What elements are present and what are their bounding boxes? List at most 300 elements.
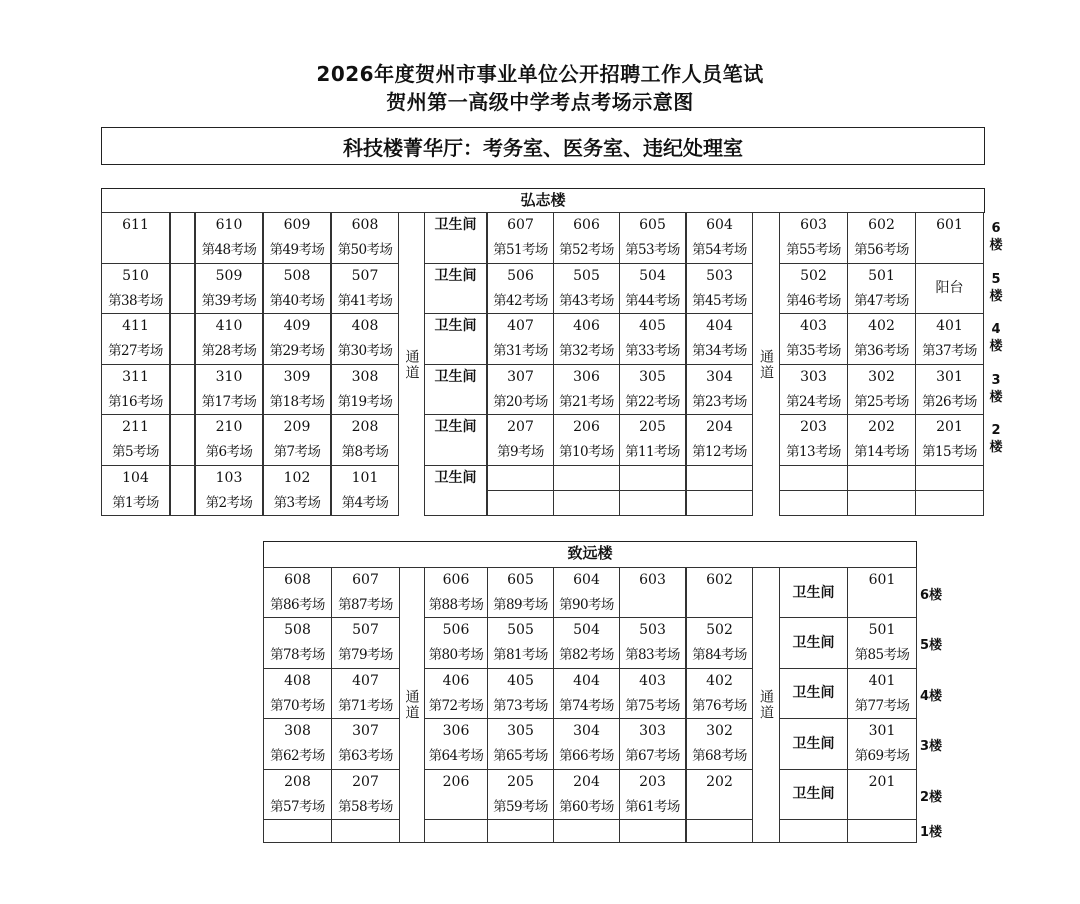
building-name-hongzhi: 弘志楼 (101, 188, 985, 213)
exam-room-label (687, 593, 752, 618)
room-number: 608 (284, 572, 311, 588)
room-cell (101, 364, 170, 416)
exam-room-label: 第49考场 (269, 242, 325, 258)
room-number: 408 (284, 672, 311, 689)
room-cell (263, 567, 332, 618)
exam-room-label: 第70考场 (270, 697, 325, 714)
room-cell (263, 364, 331, 416)
blank-cell (847, 465, 916, 491)
aisle-right (753, 567, 779, 843)
room-number: 404 (706, 318, 733, 334)
exam-room-label: 第40考场 (269, 292, 325, 309)
room-cell (847, 769, 917, 820)
blank-cell (170, 414, 195, 466)
room-cell (619, 718, 686, 769)
room-number: 609 (283, 217, 311, 233)
restroom-cell (779, 819, 848, 843)
room-cell (847, 819, 917, 843)
room-number: 611 (122, 217, 149, 233)
room-cell (195, 313, 263, 365)
exam-room-label: 第71考场 (338, 697, 393, 714)
room-cell (487, 769, 554, 820)
room-number: 308 (351, 368, 379, 385)
room-number: 305 (639, 368, 666, 385)
room-number: 606 (442, 572, 470, 588)
room-number: 401 (936, 318, 963, 334)
room-cell (195, 212, 263, 264)
exam-room-label: 第67考场 (625, 748, 680, 765)
room-number: 507 (352, 622, 379, 639)
exam-room-label: 第88考场 (428, 597, 484, 613)
room-number (687, 820, 752, 843)
room-cell (331, 769, 400, 820)
room-cell (553, 465, 620, 491)
exam-room-label: 第44考场 (625, 292, 680, 309)
room-cell (487, 819, 554, 843)
floor-label: 2 楼 (989, 423, 1003, 455)
room-number: 102 (283, 469, 311, 486)
exam-room-label: 第87考场 (338, 597, 393, 613)
room-number: 204 (706, 419, 733, 435)
room-number: 307 (507, 368, 534, 385)
room-number (620, 466, 685, 491)
room-number: 卫生间 (434, 318, 477, 334)
room-number: 410 (215, 318, 243, 334)
exam-room-label: 第58考场 (338, 798, 393, 815)
room-number (554, 466, 619, 491)
room-number: 504 (573, 622, 600, 639)
room-cell (553, 567, 620, 618)
exam-room-label: 第45考场 (692, 292, 747, 309)
room-number: 610 (215, 217, 243, 233)
restroom-cell (424, 414, 487, 466)
room-number: 403 (639, 672, 666, 689)
room-number: 409 (283, 318, 311, 334)
floor-label: 4楼 (920, 688, 943, 704)
room-number: 304 (706, 368, 733, 385)
room-number: 卫生间 (434, 419, 477, 435)
room-number: 407 (507, 318, 534, 334)
exam-room-label: 第38考场 (108, 292, 163, 309)
blank-cell (487, 490, 554, 516)
room-number: 402 (706, 672, 733, 689)
room-number: 602 (706, 572, 733, 588)
exam-room-label: 第64考场 (428, 748, 484, 765)
room-number (264, 820, 331, 843)
exam-room-label (425, 795, 487, 820)
room-cell (619, 617, 686, 668)
aisle-label: 通道 (403, 348, 420, 381)
exam-room-label: 第26考场 (922, 393, 977, 410)
room-cell (263, 465, 331, 517)
exam-room-label: 第60考场 (559, 798, 614, 815)
restroom-cell: 卫生间 (779, 769, 848, 820)
room-cell (847, 718, 917, 769)
room-number: 卫生间 (434, 217, 477, 233)
room-number: 503 (706, 267, 733, 284)
room-cell (487, 718, 554, 769)
room-cell (619, 567, 686, 618)
floor-label: 5 楼 (989, 271, 1003, 304)
page-title-line1: 2026年度贺州市事业单位公开招聘工作人员笔试 (316, 62, 764, 86)
exam-room-label: 第56考场 (854, 242, 909, 258)
room-cell (424, 567, 488, 618)
room-number (848, 820, 916, 843)
blank-cell (779, 465, 848, 491)
restroom-cell (424, 212, 487, 264)
room-number: 603 (800, 217, 827, 233)
room-cell (847, 364, 916, 416)
room-number (488, 466, 553, 491)
exam-room-label: 第62考场 (270, 748, 325, 765)
room-cell (195, 364, 263, 416)
room-number: 301 (936, 368, 963, 385)
room-number: 505 (507, 622, 534, 639)
room-cell (619, 263, 686, 315)
room-cell (686, 617, 753, 668)
room-cell (487, 617, 554, 668)
room-cell (331, 567, 400, 618)
exam-room-label (916, 238, 983, 263)
exam-room-label: 第16考场 (108, 393, 163, 410)
room-cell (331, 718, 400, 769)
exam-room-label: 第81考场 (493, 647, 548, 664)
room-number: 206 (442, 773, 470, 790)
room-number: 406 (573, 318, 600, 334)
exam-room-label: 第25考场 (854, 393, 909, 410)
room-cell (553, 414, 620, 466)
exam-room-label: 第22考场 (625, 393, 680, 410)
room-cell (331, 668, 400, 719)
room-cell (424, 617, 488, 668)
room-number: 510 (122, 267, 149, 284)
facility-banner: 科技楼菁华厅：考务室、医务室、违纪处理室 (101, 127, 985, 165)
exam-room-label: 第77考场 (854, 697, 910, 714)
room-cell (686, 668, 753, 719)
blank-cell (686, 490, 753, 516)
exam-room-label: 第13考场 (786, 444, 841, 460)
room-cell (487, 212, 554, 264)
room-number: 503 (639, 622, 666, 639)
room-cell (686, 769, 753, 820)
room-cell (424, 819, 488, 843)
room-cell (847, 617, 917, 668)
room-cell (424, 668, 488, 719)
room-number: 509 (215, 267, 243, 284)
room-number: 207 (352, 773, 379, 790)
restroom-cell (424, 313, 487, 365)
room-number: 405 (639, 318, 666, 334)
room-number: 402 (868, 318, 895, 334)
room-number (332, 820, 399, 843)
exam-room-label: 第66考场 (559, 748, 614, 765)
room-cell (553, 313, 620, 365)
room-number: 601 (936, 217, 963, 233)
room-number: 407 (352, 672, 379, 689)
exam-room-label: 第2考场 (205, 494, 253, 511)
room-number: 203 (800, 419, 827, 435)
exam-room-label (620, 593, 685, 618)
exam-room-label: 第12考场 (692, 444, 747, 460)
aisle-label: 通道 (403, 689, 420, 721)
room-cell (331, 263, 399, 315)
exam-room-label: 第84考场 (692, 647, 747, 664)
room-number: 605 (639, 217, 666, 233)
exam-room-label: 第27考场 (108, 343, 163, 359)
room-cell (686, 718, 753, 769)
room-cell (487, 567, 554, 618)
exam-room-label: 第51考场 (493, 242, 548, 258)
room-number: 403 (800, 318, 827, 334)
restroom-cell: 卫生间 (779, 567, 848, 618)
room-number: 501 (868, 622, 896, 639)
room-number: 406 (442, 672, 470, 689)
exam-room-label: 第43考场 (559, 292, 614, 309)
exam-room-label: 第15考场 (922, 444, 977, 460)
exam-room-label: 第10考场 (559, 444, 614, 460)
room-cell (331, 617, 400, 668)
room-cell (487, 364, 554, 416)
room-cell (779, 364, 848, 416)
room-number (554, 820, 619, 843)
room-number: 203 (639, 773, 666, 790)
room-cell (915, 364, 984, 416)
exam-room-label: 第74考场 (559, 697, 614, 714)
exam-room-label: 第68考场 (692, 748, 747, 765)
exam-room-label (848, 593, 916, 618)
room-cell (424, 718, 488, 769)
exam-room-label: 第11考场 (625, 444, 680, 460)
room-number: 206 (573, 419, 600, 435)
blank-cell (619, 490, 686, 516)
room-number: 202 (706, 773, 733, 790)
room-number: 303 (800, 368, 827, 385)
room-cell (263, 819, 332, 843)
room-number: 207 (507, 419, 534, 435)
room-cell (553, 263, 620, 315)
room-cell (847, 414, 916, 466)
room-cell (263, 212, 331, 264)
floor-label: 4 楼 (989, 322, 1003, 354)
room-number: 209 (283, 419, 311, 435)
room-cell (263, 769, 332, 820)
room-cell (553, 617, 620, 668)
exam-room-label: 第72考场 (428, 697, 484, 714)
room-cell (847, 263, 916, 315)
exam-room-label: 第52考场 (559, 242, 614, 258)
room-cell (847, 313, 916, 365)
exam-room-label: 第53考场 (625, 242, 680, 258)
building-name-zhiyuan: 致远楼 (263, 541, 917, 568)
room-number: 303 (639, 723, 666, 740)
exam-room-label: 第18考场 (269, 393, 325, 410)
room-number: 309 (283, 368, 311, 385)
room-cell (553, 212, 620, 264)
exam-room-label (687, 795, 752, 820)
room-number: 606 (573, 217, 600, 233)
room-number: 204 (573, 773, 600, 790)
room-cell (915, 313, 984, 365)
exam-room-label: 第79考场 (338, 647, 393, 664)
exam-room-label: 第20考场 (493, 393, 548, 410)
exam-room-label: 第59考场 (493, 798, 548, 815)
room-number: 208 (351, 419, 379, 435)
restroom-cell: 卫生间 (779, 718, 848, 769)
room-number: 607 (507, 217, 534, 233)
room-cell (263, 414, 331, 466)
room-number: 210 (215, 419, 243, 435)
exam-room-label: 第37考场 (922, 343, 977, 359)
room-cell (847, 567, 917, 618)
exam-room-label: 第86考场 (270, 597, 325, 613)
room-number: 310 (215, 368, 243, 385)
blank-cell (915, 465, 984, 491)
room-number: 卫生间 (434, 267, 477, 284)
aisle-label: 通道 (758, 689, 774, 721)
room-number: 211 (122, 419, 149, 435)
restroom-cell (424, 465, 487, 517)
room-cell (686, 313, 753, 365)
room-number: 302 (706, 723, 733, 740)
exam-room-label: 第35考场 (786, 343, 841, 359)
room-cell (195, 263, 263, 315)
room-cell (779, 263, 848, 315)
exam-room-label: 第34考场 (692, 343, 747, 359)
room-cell (331, 313, 399, 365)
floor-label: 3 楼 (989, 372, 1003, 405)
room-number: 305 (507, 723, 534, 740)
room-number (425, 820, 487, 843)
floor-label: 6楼 (920, 588, 943, 603)
exam-room-label: 第63考场 (338, 748, 393, 765)
exam-room-label: 第28考场 (201, 343, 257, 359)
room-number: 502 (800, 267, 827, 284)
room-cell (487, 263, 554, 315)
room-number: 306 (573, 368, 600, 385)
exam-room-label: 第17考场 (201, 393, 257, 410)
aisle-right (753, 212, 779, 516)
blank-cell (779, 490, 848, 516)
room-cell (553, 718, 620, 769)
room-cell (553, 819, 620, 843)
exam-room-label (102, 238, 169, 263)
room-number: 508 (283, 267, 311, 284)
exam-room-label: 第24考场 (786, 393, 841, 410)
restroom-cell (424, 364, 487, 416)
room-number: 408 (351, 318, 379, 334)
room-cell (195, 414, 263, 466)
exam-room-label: 第7考场 (273, 444, 321, 460)
room-number: 604 (706, 217, 733, 233)
aisle-label: 通道 (758, 348, 774, 381)
room-number: 602 (868, 217, 895, 233)
exam-room-label: 第42考场 (493, 292, 548, 309)
exam-room-label: 第8考场 (341, 444, 389, 460)
room-cell (331, 465, 399, 517)
room-cell (915, 263, 984, 315)
exam-room-label: 第1考场 (112, 494, 159, 511)
blank-cell (170, 364, 195, 416)
exam-room-label: 第30考场 (337, 343, 393, 359)
room-number: 601 (868, 572, 896, 588)
restroom-cell: 卫生间 (779, 668, 848, 719)
blank-cell (170, 313, 195, 365)
room-number (488, 820, 553, 843)
room-number: 508 (284, 622, 311, 639)
room-number: 202 (868, 419, 895, 435)
restroom-cell (424, 263, 487, 315)
exam-room-label: 第4考场 (341, 494, 389, 511)
exam-room-label: 第5考场 (112, 444, 159, 460)
exam-room-label: 第14考场 (854, 444, 909, 460)
room-cell (553, 364, 620, 416)
exam-room-label: 第73考场 (493, 697, 548, 714)
floor-label: 1楼 (920, 825, 943, 840)
room-number: 505 (573, 267, 600, 284)
exam-room-label (425, 491, 486, 516)
room-cell (686, 819, 753, 843)
room-cell (263, 718, 332, 769)
room-number: 205 (507, 773, 534, 790)
exam-room-label: 第48考场 (201, 242, 257, 258)
room-number: 311 (122, 368, 149, 385)
room-cell (101, 313, 170, 365)
room-cell (915, 212, 984, 264)
exam-room-label: 第23考场 (692, 393, 747, 410)
blank-cell (170, 263, 195, 315)
exam-room-label: 第3考场 (273, 494, 321, 511)
floor-label: 3楼 (920, 739, 943, 755)
room-cell (553, 668, 620, 719)
room-cell (619, 769, 686, 820)
room-number: 卫生间 (434, 469, 477, 486)
exam-room-label: 第90考场 (559, 597, 614, 613)
room-cell (686, 364, 753, 416)
exam-room-label: 第33考场 (625, 343, 680, 359)
exam-room-label (425, 440, 486, 465)
room-cell (619, 819, 686, 843)
room-cell (686, 414, 753, 466)
room-number: 507 (351, 267, 379, 284)
exam-room-label (425, 289, 486, 314)
room-number: 603 (639, 572, 666, 588)
blank-cell (553, 490, 620, 516)
page-title-line2: 贺州第一高级中学考点考场示意图 (386, 90, 694, 114)
room-number: 604 (573, 572, 600, 588)
room-cell (263, 617, 332, 668)
exam-room-label: 第9考场 (497, 444, 544, 460)
exam-room-label: 第41考场 (337, 292, 393, 309)
exam-room-label (425, 339, 486, 364)
room-cell (424, 769, 488, 820)
room-number: 607 (352, 572, 379, 588)
exam-room-label: 第69考场 (854, 748, 910, 765)
room-cell (101, 212, 170, 264)
room-number: 608 (351, 217, 379, 233)
exam-room-label: 第89考场 (493, 597, 548, 613)
aisle-left (399, 567, 424, 843)
exam-room-label: 第6考场 (205, 444, 253, 460)
room-number: 605 (507, 572, 534, 588)
room-cell (331, 414, 399, 466)
blank-cell (915, 490, 984, 516)
room-number: 504 (639, 267, 666, 284)
exam-room-label: 第82考场 (559, 647, 614, 664)
blank-cell (170, 212, 195, 264)
room-cell (686, 212, 753, 264)
exam-room-label: 第75考场 (625, 697, 680, 714)
exam-room-label: 第76考场 (692, 697, 747, 714)
